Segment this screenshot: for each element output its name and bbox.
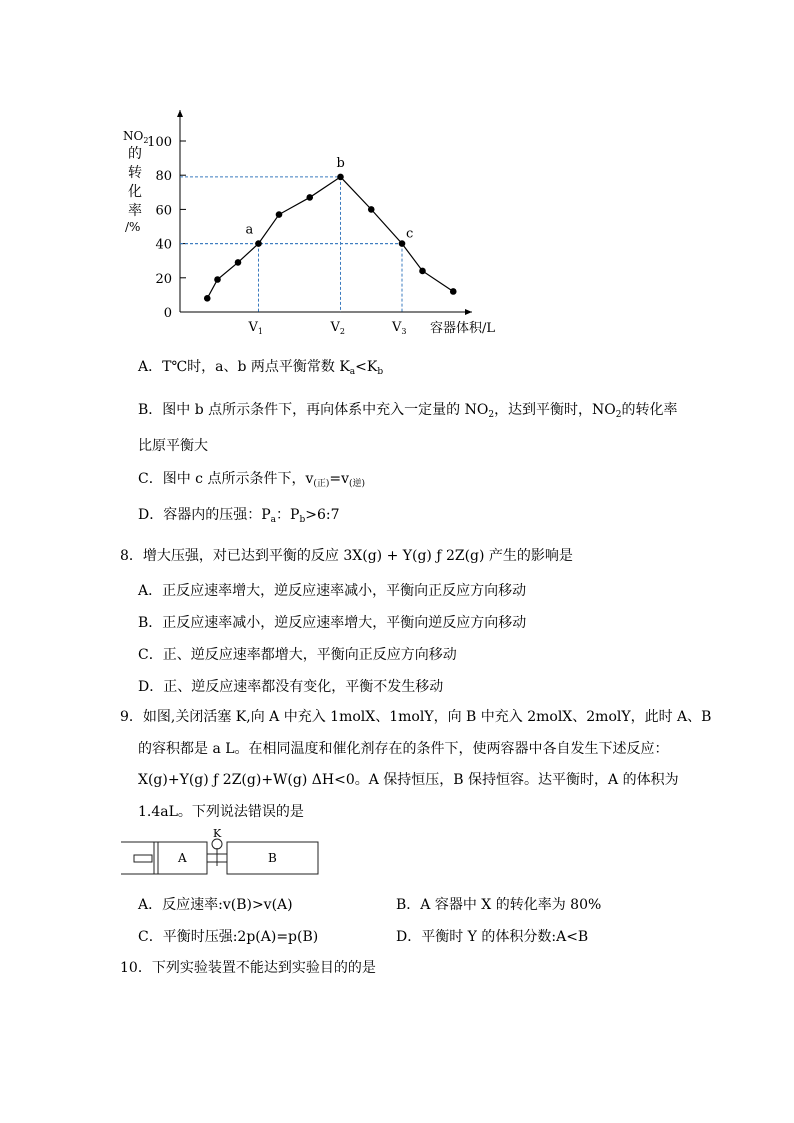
series-polyline (207, 177, 453, 298)
data-point-11 (450, 288, 457, 295)
q9-option-a: A．反应速率:v(B)>v(A) (138, 897, 293, 913)
data-points (204, 174, 457, 302)
point-label-a: a (245, 222, 254, 238)
q7-option-b-cont: 比原平衡大 (138, 438, 208, 454)
no2-conversion-chart (110, 100, 530, 345)
data-point-2 (214, 276, 221, 283)
point-label-b: b (336, 155, 345, 171)
x-marker-subscript: 2 (339, 327, 345, 336)
y-tick-label: 80 (155, 169, 172, 185)
x-markers (248, 320, 407, 336)
x-marker-subscript: 1 (257, 327, 263, 336)
q9-line-2: 的容积都是 a L。在相同温度和催化剂存在的条件下，使两容器中各自发生下述反应： (138, 741, 669, 757)
point-label-c: c (406, 226, 414, 242)
y-label-char: /% (125, 220, 141, 234)
data-point-8 (368, 206, 375, 213)
y-axis-arrow (177, 110, 183, 117)
x-axis-label: 容器体积/L (430, 321, 496, 336)
q9-option-d: D．平衡时 Y 的体积分数:A<B (396, 929, 589, 945)
q8-stem: 8．增大压强，对已达到平衡的反应 3X(g) + Y(g) ƒ 2Z(g) 产生的影响是 (120, 548, 573, 564)
y-tick-label: 40 (155, 237, 172, 253)
piston (154, 842, 158, 874)
y-label-char: 的 (128, 146, 142, 162)
container-diagram (118, 828, 328, 880)
data-point-4 (255, 240, 262, 247)
q9-option-b: B．A 容器中 X 的转化率为 80% (396, 897, 602, 913)
data-point-10 (419, 268, 426, 275)
x-marker-subscript: 3 (401, 327, 407, 336)
data-point-7 (337, 174, 344, 181)
x-axis-arrow (465, 309, 472, 315)
q8-option-a: A．正反应速率增大，逆反应速率减小，平衡向正反应方向移动 (138, 583, 527, 599)
y-label-no2: $NO_2$ (123, 129, 149, 145)
q8-option-b: B．正反应速率减小，逆反应速率增大，平衡向逆反应方向移动 (138, 615, 527, 631)
y-label-char: 率 (128, 203, 142, 219)
q10-stem: 10．下列实验装置不能达到实验目的的是 (120, 960, 376, 976)
data-point-1 (204, 295, 211, 302)
y-label-char: 转 (128, 165, 142, 181)
y-tick-label: 100 (147, 135, 172, 150)
q8-option-d: D．正、逆反应速率都没有变化，平衡不发生移动 (138, 679, 444, 695)
y-label-char: 化 (128, 184, 142, 200)
valve-k-icon (212, 839, 222, 849)
data-point-5 (276, 211, 283, 218)
data-point-6 (306, 194, 313, 201)
q9-line-4: 1.4aL。下列说法错误的是 (138, 804, 304, 820)
q9-line-1: 9．如图,关闭活塞 K,向 A 中充入 1molX、1molY，向 B 中充入 2molX、2molY，此时 A、B (120, 709, 712, 725)
q7-option-b: B．图中 b 点所示条件下，再向体系中充入一定量的 $NO_2$，达到平衡时，$NO_2$的转化率 (138, 402, 678, 420)
y-tick-label: 0 (163, 306, 172, 321)
q7-option-a: A．T℃时，a、b 两点平衡常数 $K_a<K_b$ (138, 359, 384, 377)
y-tick-label: 20 (155, 271, 172, 287)
q9-line-3: X(g)+Y(g) ƒ 2Z(g)+W(g) ΔH<0。A 保持恒压，B 保持恒容。达平衡时，A 的体积为 (138, 772, 679, 788)
x-marker-1: $V_1$ (248, 320, 263, 336)
dashed-guides (180, 177, 402, 312)
q8-option-c: C．正、逆反应速率都增大，平衡向正反应方向移动 (138, 647, 457, 663)
y-axis-label (123, 129, 148, 234)
data-point-9 (399, 240, 406, 247)
chart-axes (177, 110, 472, 315)
q9-option-c: C．平衡时压强:2p(A)=p(B) (138, 929, 319, 945)
container-b-label: B (268, 851, 277, 865)
q7-option-c: C．图中 c 点所示条件下，$v_{(正)}=v_{(逆)}$ (138, 471, 366, 489)
data-point-3 (235, 259, 242, 266)
x-marker-2: $V_2$ (330, 320, 345, 336)
x-marker-3: $V_3$ (392, 320, 407, 336)
y-label-subscript: 2 (143, 136, 149, 145)
series-line (207, 177, 453, 298)
piston-rod (134, 855, 152, 862)
valve-label: K (213, 828, 222, 840)
y-tick-label: 60 (155, 203, 172, 219)
container-a-label: A (178, 851, 187, 865)
q7-option-d: D．容器内的压强：$P_a$：$P_b>6:7$ (138, 507, 340, 525)
